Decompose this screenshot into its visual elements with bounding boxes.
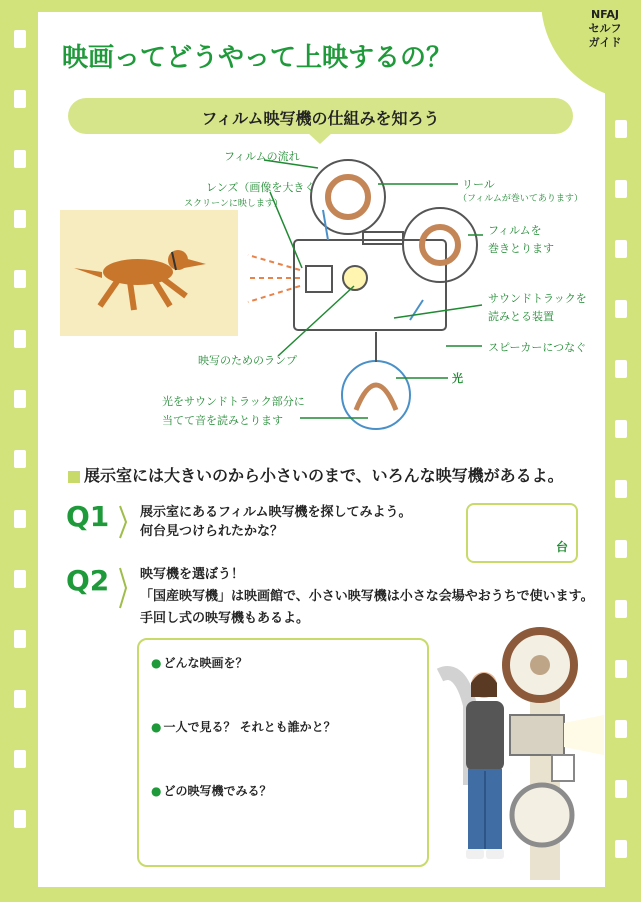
bullet-square-icon (68, 471, 80, 483)
bullet-dot-icon: ● (151, 784, 162, 798)
q1-line-1: 展示室にあるフィルム映写機を探してみよう。 (140, 505, 412, 520)
section-header (68, 98, 573, 134)
q1-answer-unit: 台 (555, 540, 568, 554)
label-lens: レンズ（画像を大きく (206, 181, 316, 194)
q2-line-1: 映写機を選ぼう！ (140, 567, 245, 582)
corner-label: NFAJ セルフ ガイド (588, 8, 622, 49)
label-soundtrack-2: 読みとる装置 (488, 310, 554, 323)
note-item-1: ● どんな映画を？ (151, 656, 248, 670)
label-reel: リール (462, 178, 495, 191)
label-film-flow: フィルムの流れ (224, 150, 300, 163)
person-with-projector-illustration (430, 615, 605, 885)
q2-label: Q2 (66, 564, 110, 597)
label-light-read: 光をサウンドトラック部分に (162, 395, 305, 408)
page-title: 映画ってどうやって上映するの？ (62, 43, 453, 73)
intro-text (68, 463, 564, 486)
label-takeup: フィルムを (488, 224, 542, 237)
bullet-dot-icon: ● (151, 720, 162, 734)
note-item-3: ● どの映写機でみる？ (151, 784, 272, 798)
label-reel-sub: （フィルムが巻いてあります） (458, 194, 583, 204)
label-takeup-2: 巻きとります (488, 242, 554, 255)
section-title: フィルム映写機の仕組みを知ろう (201, 109, 440, 128)
label-light: 光 (452, 372, 463, 385)
bullet-dot-icon: ● (151, 656, 162, 670)
q1-label: Q1 (66, 500, 110, 533)
label-lens-2: スクリーンに映します） (184, 199, 283, 209)
label-light-read-2: 当てて音を読みとります (162, 414, 283, 427)
q2-line-3: 手回し式の映写機もあるよ。 (140, 611, 310, 626)
q2-answer-box[interactable] (137, 638, 429, 867)
q1-answer-box[interactable] (466, 503, 578, 563)
q1-line-2: 何台見つけられたかな？ (140, 524, 284, 539)
note-item-2: ● 一人で見る？ それとも誰かと？ (151, 720, 336, 734)
label-soundtrack: サウンドトラックを (488, 292, 587, 305)
q2-brace-icon (118, 566, 128, 610)
projector-diagram (38, 140, 598, 450)
label-speaker: スピーカーにつなぐ (488, 341, 587, 354)
q1-brace-icon (118, 504, 128, 540)
intro-text-content: 展示室には大きいのから小さいのまで、いろんな映写機があるよ。 (84, 466, 564, 485)
q2-line-2: 「国産映写機」は映画館で、小さい映写機は小さな会場やおうちで使います。 (140, 589, 594, 604)
label-lamp: 映写のためのランプ (198, 354, 297, 367)
q1-text (140, 503, 411, 541)
